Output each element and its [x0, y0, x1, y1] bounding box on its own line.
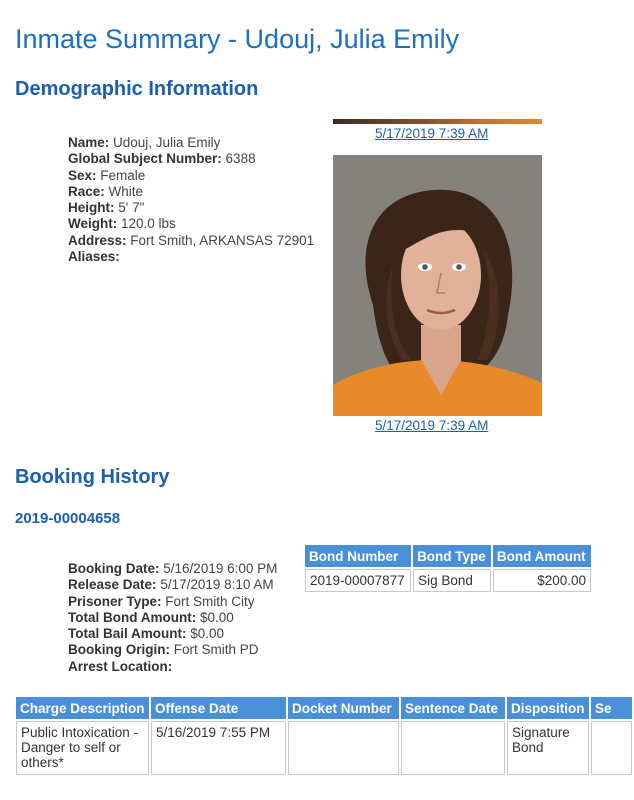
charge-offense-date-cell: 5/16/2019 7:55 PM: [151, 721, 286, 775]
photo-date-link-2[interactable]: 5/17/2019 7:39 AM: [375, 418, 489, 433]
charge-table: [14, 695, 634, 777]
bond-row: [305, 569, 591, 592]
field-arrest-location: Arrest Location:: [68, 658, 173, 674]
field-total-bond-amount: Total Bond Amount: $0.00: [68, 609, 234, 625]
bond-table: [303, 543, 593, 594]
charge-header-sentence-date: Sentence Date: [401, 697, 505, 719]
bond-header-type: Bond Type: [413, 545, 491, 567]
bond-number-cell: 2019-00007877: [305, 569, 411, 592]
bond-header-amount: Bond Amount: [493, 545, 591, 567]
field-sex: Sex: Female: [68, 167, 146, 183]
bond-amount-cell: $200.00: [493, 569, 591, 592]
field-booking-date: Booking Date: 5/16/2019 6:00 PM: [68, 561, 278, 576]
field-weight: Weight: 120.0 lbs: [68, 216, 176, 232]
demographic-heading: Demographic Information: [15, 78, 259, 100]
field-release-date: Release Date: 5/17/2019 8:10 AM: [68, 577, 274, 593]
charge-header-description: Charge Description: [16, 697, 149, 719]
charge-header-sentence: Se: [591, 697, 632, 719]
booking-number: 2019-00004658: [15, 510, 121, 527]
field-race: Race: White: [68, 183, 144, 199]
charge-table-header-row: [16, 697, 632, 719]
charge-row: [16, 721, 632, 775]
field-address: Address: Fort Smith, ARKANSAS 72901: [68, 232, 315, 248]
bond-type-cell: Sig Bond: [413, 569, 491, 592]
charge-sentence-date-cell: [401, 721, 505, 775]
charge-table-container: [0, 695, 612, 790]
previous-photo-strip: [333, 119, 542, 124]
booking-fields: [68, 561, 277, 675]
charge-header-docket-number: Docket Number: [288, 697, 399, 719]
charge-sentence-cell: [591, 721, 632, 775]
charge-disposition-cell: Signature Bond: [507, 721, 589, 775]
field-global-subject-number: Global Subject Number: 6388: [68, 151, 256, 167]
mugshot-photo: [333, 155, 542, 416]
charge-docket-number-cell: [288, 721, 399, 775]
page-title: Inmate Summary - Udouj, Julia Emily: [15, 24, 460, 54]
photo-date-link-1[interactable]: 5/17/2019 7:39 AM: [375, 126, 489, 141]
mugshot-illustration: [333, 155, 542, 416]
bond-table-header-row: [305, 545, 591, 567]
charge-header-offense-date: Offense Date: [151, 697, 286, 719]
field-prisoner-type: Prisoner Type: Fort Smith City: [68, 593, 255, 609]
field-aliases: Aliases:: [68, 249, 120, 265]
bond-header-number: Bond Number: [305, 545, 411, 567]
demographic-fields: [68, 135, 314, 265]
field-height: Height: 5' 7": [68, 200, 145, 216]
field-booking-origin: Booking Origin: Fort Smith PD: [68, 642, 259, 658]
field-total-bail-amount: Total Bail Amount: $0.00: [68, 626, 225, 642]
charge-header-disposition: Disposition: [507, 697, 589, 719]
charge-description-cell: Public Intoxication - Danger to self or others*: [16, 721, 149, 775]
field-name: Name: Udouj, Julia Emily: [68, 135, 221, 150]
booking-history-heading: Booking History: [15, 466, 170, 488]
